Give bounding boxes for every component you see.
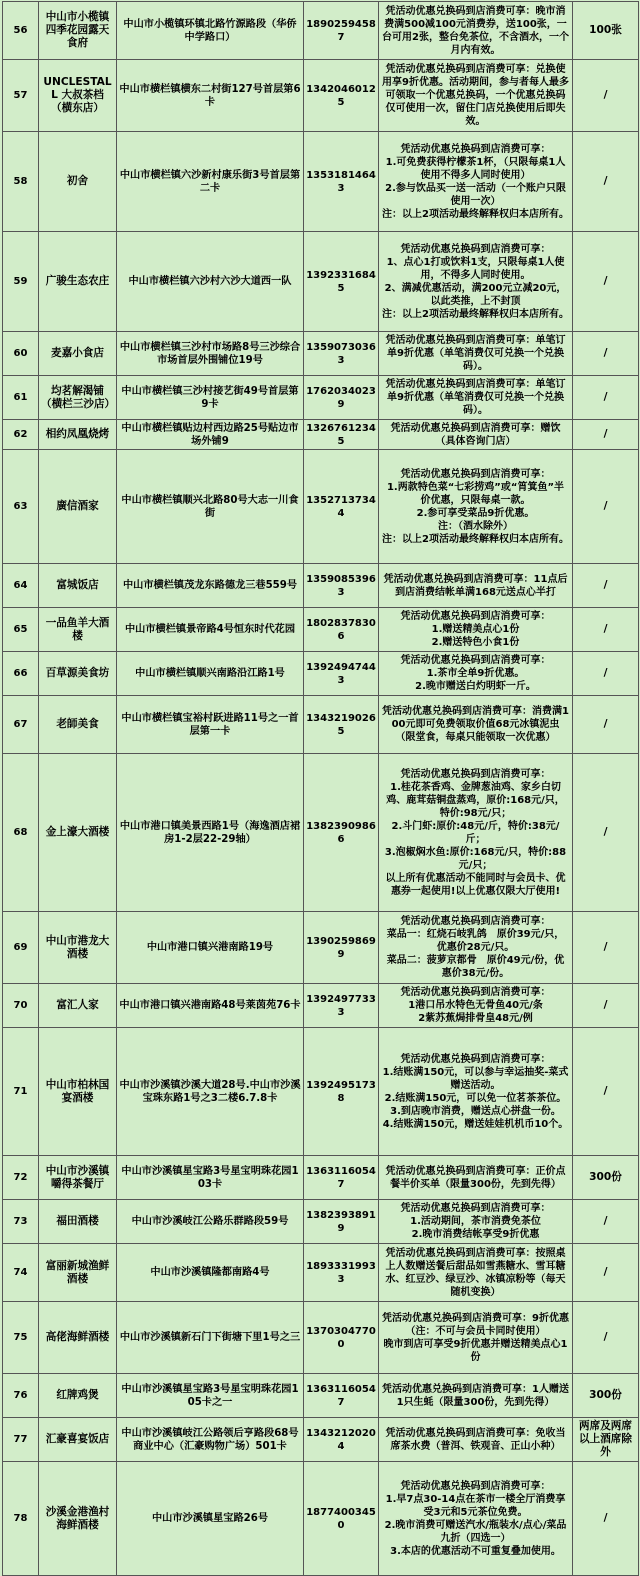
offer-quantity: / [573, 450, 639, 564]
row-number: 56 [3, 2, 39, 60]
merchant-name: 中山市小榄镇四季花园露天食府 [39, 2, 117, 60]
offer-quantity: / [573, 232, 639, 332]
offer-line: 3.本店的优惠活动不可重复叠加使用。 [390, 1545, 561, 1557]
offer-line: 2.结账满150元，可以免一位茗茶茶位。 [384, 1092, 567, 1104]
offer-details [379, 376, 573, 420]
merchant-phone: 13267612345 [304, 420, 379, 450]
row-number: 72 [3, 1156, 39, 1200]
table-row [3, 332, 639, 376]
row-number: 68 [3, 754, 39, 912]
merchant-address: 中山市横栏镇三沙村接艺街49号首层第9卡 [117, 376, 304, 420]
offer-line: 2.晚市消费可赠送汽水/瓶装水/点心/菜品九折（四选一） [384, 1519, 567, 1544]
offer-details [379, 652, 573, 696]
offer-line: 凭活动优惠兑换码到店消费可享：11点后到店消费结帐单满168元送点心半打 [383, 573, 568, 598]
offer-line: 1.活动期间，茶市消费免茶位 [410, 1216, 541, 1227]
offer-details [379, 420, 573, 450]
offer-line: 凭活动优惠兑换码到店消费可享： [400, 768, 551, 780]
row-number: 62 [3, 420, 39, 450]
merchant-phone: 13420460125 [304, 60, 379, 132]
offer-details [379, 2, 573, 60]
table-row [3, 1462, 639, 1576]
offer-line: 2.赠送特色小食1份 [431, 637, 520, 648]
offer-line: 2.参可享受菜品9折优惠。 [416, 507, 535, 519]
table-row [3, 564, 639, 608]
offer-details [379, 450, 573, 564]
merchant-table [2, 1, 639, 1576]
offer-line: 1.两款特色菜“七彩捞鸡”或“筲箕鱼”半价优惠，只限每桌一款。 [386, 481, 565, 506]
table-row [3, 984, 639, 1028]
merchant-name: 老師美食 [39, 696, 117, 754]
offer-line: 1.早7点30-14点在茶市一楼全厅消费享受3元和5元茶位免费。 [385, 1493, 566, 1518]
merchant-address: 中山市横栏镇六沙村六沙大道西一队 [117, 232, 304, 332]
row-number: 69 [3, 912, 39, 984]
table-row [3, 1418, 639, 1462]
offer-line: 菜品一：红烧石岐乳鸽 原价39元/只，优惠价28元/只。 [386, 929, 565, 953]
offer-line: 3.泡椒焖水鱼:原价:168元/只，特价:88元/只； [384, 846, 567, 871]
offer-quantity: 300份 [573, 1156, 639, 1200]
table-row [3, 1156, 639, 1200]
offer-line: 凭活动优惠兑换码到店消费可享：晚市消费满500减100元消费券，送100张，一台可用2张，整台免茶位，不含酒水，一个月内有效。 [382, 5, 569, 56]
merchant-name: 均茗解渴铺（横栏三沙店） [39, 376, 117, 420]
offer-line: 1.桂花茶香鸡、金牌葱油鸡、家乡白切鸡、鹿茸菇铜盘蒸鸡，原价:168元/只，特价:98元/只； [386, 781, 565, 819]
merchant-address: 中山市沙溪镇新石门下街塘下里1号之三 [117, 1302, 304, 1374]
table-row [3, 1374, 639, 1418]
table-row [3, 60, 639, 132]
offer-line: 凭活动优惠兑换码到店消费可享： [400, 143, 551, 155]
merchant-name: 红牌鸡煲 [39, 1374, 117, 1418]
merchant-address: 中山市沙溪镇沙溪大道28号.中山市沙溪宝珠东路1号之3二楼6.7.8卡 [117, 1028, 304, 1156]
row-number: 77 [3, 1418, 39, 1462]
offer-quantity: / [573, 696, 639, 754]
offer-quantity: / [573, 1244, 639, 1302]
merchant-name: 广骏生态农庄 [39, 232, 117, 332]
offer-quantity: / [573, 1028, 639, 1156]
offer-line: 凭活动优惠兑换码到店消费可享： [400, 611, 551, 622]
merchant-address: 中山市小榄镇环镇北路竹源路段（华侨中学路口） [117, 2, 304, 60]
offer-line: 2.晚市消费结帐享受9折优惠 [411, 1229, 540, 1240]
merchant-phone: 13703047700 [304, 1302, 379, 1374]
merchant-address: 中山市沙溪镇隆都南路4号 [117, 1244, 304, 1302]
offer-line: 2.参与饮品买一送一活动（一个账户只限使用一次） [385, 182, 566, 207]
merchant-name: 福田酒楼 [39, 1200, 117, 1244]
offer-line: 2紫苏蕉焗排骨皇48元/例 [418, 1013, 533, 1024]
merchant-phone: 13902598699 [304, 912, 379, 984]
merchant-phone: 13590730363 [304, 332, 379, 376]
offer-details [379, 332, 573, 376]
offer-line: 凭活动优惠兑换码到店消费可享： [400, 1203, 551, 1214]
row-number: 74 [3, 1244, 39, 1302]
offer-quantity: / [573, 332, 639, 376]
merchant-phone: 13631160547 [304, 1156, 379, 1200]
offer-line: 1.结账满150元，可以参与幸运抽奖-菜式赠送活动。 [382, 1066, 569, 1091]
offer-quantity: / [573, 60, 639, 132]
merchant-name: 相约凤凰烧烤 [39, 420, 117, 450]
merchant-name: 沙溪金港渔村海鲜酒楼 [39, 1462, 117, 1576]
offer-line: 凭活动优惠兑换码到店消费可享：免收当席茶水费（普洱、铁观音、正山小种） [385, 1427, 566, 1452]
merchant-phone: 18933319933 [304, 1244, 379, 1302]
table-row [3, 1244, 639, 1302]
offer-quantity: / [573, 984, 639, 1028]
table-row [3, 652, 639, 696]
table-row [3, 376, 639, 420]
row-number: 57 [3, 60, 39, 132]
offer-quantity: / [573, 132, 639, 232]
offer-line: 凭活动优惠兑换码到店消费可享：兑换使用享9折优惠。活动期间，参与者每人最多可领取一个优惠兑换码，一个优惠兑换码仅可使用一次，留住门店兑换使用后即失效。 [382, 64, 569, 127]
offer-quantity: / [573, 754, 639, 912]
offer-line: 凭活动优惠兑换码到店消费可享： [400, 655, 551, 666]
offer-line: 1.赠送精美点心1份 [431, 624, 520, 635]
merchant-phone: 18774003450 [304, 1462, 379, 1576]
merchant-address: 中山市横栏镇顺兴南路沿江路1号 [117, 652, 304, 696]
offer-line: 凭活动优惠兑换码到店消费可享：赠饮（具体咨询门店） [390, 422, 561, 447]
offer-quantity: / [573, 1302, 639, 1374]
merchant-address: 中山市横栏镇茂龙东路德龙三巷559号 [117, 564, 304, 608]
offer-line: 以上所有优惠活动不能同时与会员卡、优惠券一起使用!以上优惠仅限大厅使用! [385, 872, 566, 897]
offer-line: 2.晚市赠送白灼明虾一斤。 [415, 681, 536, 692]
row-number: 58 [3, 132, 39, 232]
offer-details [379, 1244, 573, 1302]
merchant-address: 中山市沙溪岐江公路乐群路段59号 [117, 1200, 304, 1244]
table-row [3, 1302, 639, 1374]
merchant-name: 汇豪喜宴饭店 [39, 1418, 117, 1462]
merchant-address: 中山市沙溪镇星宝路26号 [117, 1462, 304, 1576]
merchant-table-body [3, 2, 639, 1576]
merchant-phone: 13531814643 [304, 132, 379, 232]
merchant-address: 中山市横栏镇景帝路4号恒东时代花园 [117, 608, 304, 652]
table-row [3, 1028, 639, 1156]
merchant-phone: 13924951738 [304, 1028, 379, 1156]
offer-quantity: / [573, 912, 639, 984]
row-number: 78 [3, 1462, 39, 1576]
table-row [3, 420, 639, 450]
merchant-phone: 13924977333 [304, 984, 379, 1028]
row-number: 60 [3, 332, 39, 376]
merchant-address: 中山市港口镇兴港南路48号莱茵苑76卡 [117, 984, 304, 1028]
offer-quantity: / [573, 652, 639, 696]
offer-line: 凭活动优惠兑换码到店消费可享： [400, 916, 551, 927]
offer-details [379, 1028, 573, 1156]
offer-line: 1.茶市全单9折优惠。 [426, 668, 525, 679]
table-row [3, 696, 639, 754]
row-number: 70 [3, 984, 39, 1028]
offer-line: 凭活动优惠兑换码到店消费可享：消费满100元即可免费领取价值68元冰镇泥虫（限堂食，每桌只能领取一次优惠） [382, 706, 569, 743]
row-number: 66 [3, 652, 39, 696]
offer-line: 凭活动优惠兑换码到店消费可享： [400, 987, 551, 998]
row-number: 64 [3, 564, 39, 608]
merchant-address: 中山市沙溪镇星宝路3号星宝明珠花园105卡之一 [117, 1374, 304, 1418]
offer-details [379, 232, 573, 332]
merchant-name: 高佬海鲜酒楼 [39, 1302, 117, 1374]
offer-quantity: / [573, 420, 639, 450]
offer-line: 3.到店晚市消费，赠送点心拼盘一份。 [390, 1105, 561, 1117]
merchant-address: 中山市沙溪镇岐江公路领后亨路段68号商业中心（汇豪购物广场）501卡 [117, 1418, 304, 1462]
table-row [3, 450, 639, 564]
merchant-phone: 13432190265 [304, 696, 379, 754]
merchant-name: 中山市沙溪镇嚼得茶餐厅 [39, 1156, 117, 1200]
merchant-address: 中山市横栏镇贴边村西边路25号贴边市场外铺9 [117, 420, 304, 450]
offer-details [379, 1156, 573, 1200]
row-number: 76 [3, 1374, 39, 1418]
offer-details [379, 1462, 573, 1576]
offer-details [379, 608, 573, 652]
offer-line: 凭活动优惠兑换码到店消费可享：按照桌上人数赠送餐后甜品如雪燕糖水、雪耳糖水、红豆沙、绿豆沙、冰镇凉粉等（每天随机变换） [385, 1247, 566, 1298]
merchant-address: 中山市港口镇美景西路1号（海逸酒店裙房1-2层22-29轴） [117, 754, 304, 912]
offer-details [379, 1200, 573, 1244]
offer-details [379, 696, 573, 754]
offer-quantity: 两席及两席以上酒席除外 [573, 1418, 639, 1462]
offer-line: 凭活动优惠兑换码到店消费可享：单笔订单9折优惠（单笔消费仅可兑换一个兑换码）。 [385, 379, 566, 416]
merchant-name: UNCLESTALL 大叔茶档（横东店） [39, 60, 117, 132]
table-row [3, 608, 639, 652]
merchant-phone: 13923316845 [304, 232, 379, 332]
offer-line: 注：以上2项活动最终解释权归本店所有。 [382, 533, 569, 545]
merchant-name: 金上濠大酒楼 [39, 754, 117, 912]
offer-line: 凭活动优惠兑换码到店消费可享： [400, 1480, 551, 1492]
offer-quantity: / [573, 1200, 639, 1244]
offer-line: 晚市到店可享受9折优惠并赠送精美点心1份 [383, 1338, 568, 1363]
table-row [3, 912, 639, 984]
merchant-address: 中山市横栏镇三沙村市场路8号三沙综合市场首层外围铺位19号 [117, 332, 304, 376]
merchant-name: 中山市港龙大酒楼 [39, 912, 117, 984]
offer-line: 2.斗门虾:原价:48元/斤，特价:38元/斤； [391, 820, 560, 845]
offer-details [379, 984, 573, 1028]
merchant-address: 中山市沙溪镇星宝路3号星宝明珠花园103卡 [117, 1156, 304, 1200]
offer-details [379, 1418, 573, 1462]
row-number: 59 [3, 232, 39, 332]
row-number: 67 [3, 696, 39, 754]
merchant-address: 中山市横栏镇六沙新村康乐街3号首层第二卡 [117, 132, 304, 232]
merchant-name: 富汇人家 [39, 984, 117, 1028]
merchant-name: 中山市柏林国宴酒楼 [39, 1028, 117, 1156]
offer-line: 2、满减优惠活动，满200元立减20元，以此类推，上不封顶 [384, 282, 567, 307]
merchant-name: 麦嘉小食店 [39, 332, 117, 376]
offer-quantity: / [573, 1462, 639, 1576]
offer-line: 凭活动优惠兑换码到店消费可享：9折优惠（注：不可与会员卡同时使用） [382, 1312, 569, 1337]
offer-quantity: / [573, 608, 639, 652]
table-row [3, 1200, 639, 1244]
offer-details [379, 1374, 573, 1418]
merchant-address: 中山市横栏镇顺兴北路80号大志一川食街 [117, 450, 304, 564]
offer-line: 凭活动优惠兑换码到店消费可享：正价点餐半价买单（限量300份，先到先得） [385, 1165, 566, 1190]
table-row [3, 132, 639, 232]
offer-line: 菜品二：菠萝京都骨 原价49元/份，优惠价38元/份。 [386, 955, 565, 979]
offer-line: 1港口吊水特色无骨鱼40元/条 [408, 1000, 543, 1011]
offer-line: 注：以上2项活动最终解释权归本店所有。 [382, 308, 569, 320]
table-row [3, 232, 639, 332]
merchant-name: 廣信酒家 [39, 450, 117, 564]
merchant-address: 中山市港口镇兴港南路19号 [117, 912, 304, 984]
merchant-phone: 17620340239 [304, 376, 379, 420]
offer-quantity: 100张 [573, 2, 639, 60]
offer-details [379, 754, 573, 912]
row-number: 61 [3, 376, 39, 420]
table-row [3, 2, 639, 60]
table-row [3, 754, 639, 912]
merchant-phone: 13631160547 [304, 1374, 379, 1418]
offer-line: 凭活动优惠兑换码到店消费可享：单笔订单9折优惠（单笔消费仅可兑换一个兑换码）。 [385, 335, 566, 372]
row-number: 65 [3, 608, 39, 652]
offer-line: 凭活动优惠兑换码到店消费可享： [400, 243, 551, 255]
offer-quantity: / [573, 564, 639, 608]
offer-line: 注：以上2项活动最终解释权归本店所有。 [382, 208, 569, 220]
row-number: 75 [3, 1302, 39, 1374]
merchant-phone: 18028378306 [304, 608, 379, 652]
merchant-name: 一品鱼羊大酒楼 [39, 608, 117, 652]
merchant-address: 中山市横栏镇横东二村街127号首层第6卡 [117, 60, 304, 132]
offer-line: 注：（酒水除外） [438, 520, 513, 532]
offer-line: 凭活动优惠兑换码到店消费可享： [400, 468, 551, 480]
merchant-address: 中山市横栏镇宝裕村跃进路11号之一首层第一卡 [117, 696, 304, 754]
merchant-name: 百草源美食坊 [39, 652, 117, 696]
row-number: 63 [3, 450, 39, 564]
merchant-name: 初舍 [39, 132, 117, 232]
offer-line: 1.可免费获得柠檬茶1杯，（只限每桌1人使用不得多人同时使用） [385, 156, 566, 181]
offer-details [379, 132, 573, 232]
merchant-name: 富丽新城渔鲜酒楼 [39, 1244, 117, 1302]
merchant-name: 富城饭店 [39, 564, 117, 608]
merchant-phone: 13823938919 [304, 1200, 379, 1244]
offer-quantity: / [573, 376, 639, 420]
offer-details [379, 564, 573, 608]
offer-line: 1、点心1打或饮料1支，只限每桌1人使用，不得多人同时使用。 [386, 256, 565, 281]
merchant-phone: 13590853963 [304, 564, 379, 608]
offer-line: 凭活动优惠兑换码到店消费可享：1人赠送1只生蚝（限量300份，先到先得） [382, 1383, 569, 1408]
row-number: 71 [3, 1028, 39, 1156]
row-number: 73 [3, 1200, 39, 1244]
merchant-phone: 18902594587 [304, 2, 379, 60]
offer-line: 4.结账满150元，赠送娃娃机机币10个。 [382, 1118, 569, 1130]
offer-details [379, 60, 573, 132]
offer-line: 凭活动优惠兑换码到店消费可享： [400, 1053, 551, 1065]
offer-quantity: 300份 [573, 1374, 639, 1418]
merchant-phone: 13823909866 [304, 754, 379, 912]
merchant-phone: 13527137344 [304, 450, 379, 564]
offer-details [379, 912, 573, 984]
offer-details [379, 1302, 573, 1374]
merchant-phone: 13924947443 [304, 652, 379, 696]
merchant-phone: 13432120204 [304, 1418, 379, 1462]
